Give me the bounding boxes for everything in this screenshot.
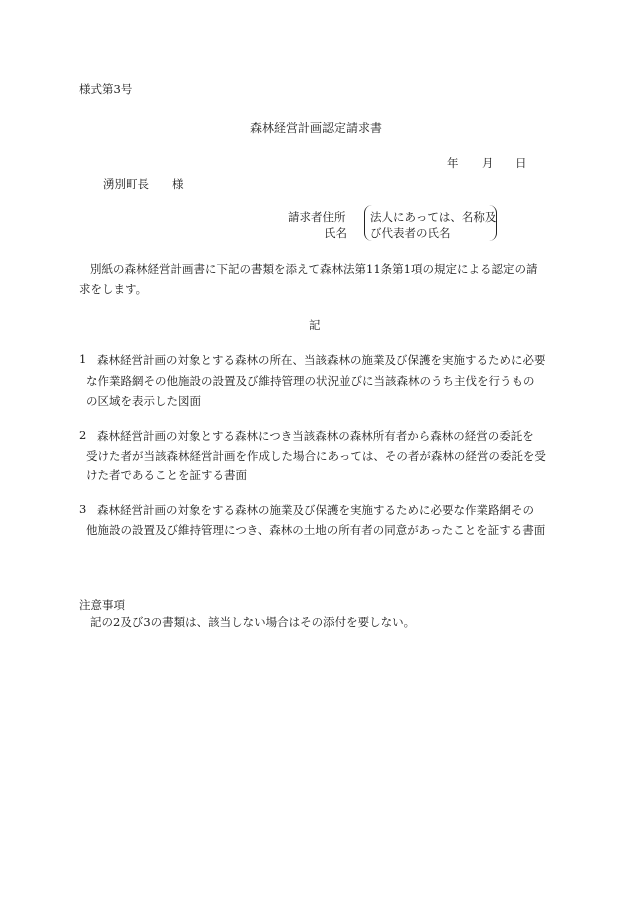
notes-heading: 注意事項	[79, 598, 125, 612]
addressee-honorific: 様	[172, 177, 184, 191]
form-number: 様式第3号	[79, 82, 133, 96]
body-line-2: 求をします。	[79, 282, 148, 296]
requester-note-line2: び代表者の氏名	[370, 226, 451, 240]
date-year: 年	[447, 156, 459, 170]
item-line: 他施設の設置及び維持管理につき、森林の土地の所有者の同意があったことを証する書面	[86, 523, 546, 537]
item-line: な作業路網その他施設の設置及び維持管理の状況並びに当該森林のうち主伐を行うもの	[86, 374, 535, 388]
requester-name-label: 氏名	[324, 226, 347, 240]
item-line: 森林経営計画の対象をする森林の施業及び保護を実施するために必要な作業路網その	[97, 503, 534, 517]
item-number: 3	[79, 502, 87, 516]
requester-note-line1: 法人にあっては、名称及	[370, 210, 497, 224]
item-number: 1	[79, 352, 87, 366]
requester-address-label: 請求者住所	[288, 210, 346, 224]
ki-heading: 記	[309, 318, 321, 332]
item-line: 森林経営計画の対象とする森林の所在、当該森林の施業及び保護を実施するために必要	[97, 353, 546, 367]
document-title: 森林経営計画認定請求書	[250, 121, 383, 135]
body-line-1: 別紙の森林経営計画書に下記の書類を添えて森林法第11条第1項の規定による認定の請	[90, 262, 538, 276]
item-line: の区域を表示した図面	[86, 394, 201, 408]
item-line: 受けた者が当該森林経営計画を作成した場合にあっては、その者が森林の経営の委託を受	[86, 449, 546, 463]
addressee-name: 湧別町長	[103, 177, 149, 191]
date-month: 月	[482, 156, 494, 170]
item-line: けた者であることを証する書面	[86, 468, 247, 482]
notes-text: 記の2及び3の書類は、該当しない場合はその添付を要しない。	[90, 615, 416, 629]
item-line: 森林経営計画の対象とする森林につき当該森林の森林所有者から森林の経営の委託を	[97, 429, 534, 443]
date-day: 日	[515, 156, 527, 170]
item-number: 2	[79, 428, 87, 442]
